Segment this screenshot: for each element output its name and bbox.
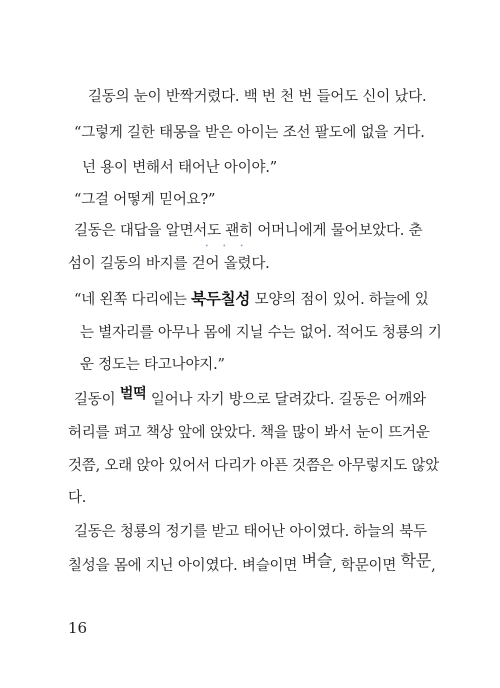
text-line-9: 운 정도는 타고나야지.” (80, 357, 225, 373)
emphasis-hakmun: 학문 (400, 551, 432, 570)
text-line-13: 다. (68, 490, 87, 506)
text-line-14: 길동은 청룡의 정기를 받고 태어난 아이였다. 하늘의 북두 (74, 524, 427, 540)
emphasis-byeoseul: 벼슬 (301, 551, 333, 570)
emphasis-beoltteok: 벌떡 (119, 386, 147, 402)
text-line-8: 는 별자리를 아무나 몸에 지닐 수는 없어. 적어도 청룡의 기 (80, 325, 442, 341)
text-line-15-before: 칠성을 몸에 지닌 아이였다. 벼슬이면 (68, 558, 302, 574)
text-line-7 (0, 289, 500, 310)
text-line-11: 허리를 펴고 책상 앞에 앉았다. 책을 많이 봐서 눈이 뜨거운 (68, 425, 430, 441)
text-line-7-after: 모양의 점이 있어. 하늘에 있 (250, 292, 429, 308)
text-line-3: 넌 용이 변해서 태어난 아이야.” (82, 160, 277, 176)
text-line-15-middle: , 학문이면 (332, 558, 401, 574)
text-line-5: 길동은 대답을 알면서도 괜히 어머니에게 물어보았다. 춘 (74, 223, 423, 239)
decorative-dots-icon: • • • (205, 243, 250, 250)
text-line-10 (0, 386, 500, 410)
text-line-12: 것쯤, 오래 앉아 있어서 다리가 아픈 것쯤은 아무렇지도 않았 (68, 458, 440, 474)
text-line-6: 섬이 길동의 바지를 걷어 올렸다. (68, 256, 270, 272)
text-line-2: “그렇게 길한 태몽을 받은 아이는 조선 팔도에 없을 거다. (74, 125, 425, 141)
text-line-15 (0, 551, 500, 576)
text-line-10-after: 일어나 자기 방으로 달려갔다. 길동은 어깨와 (146, 392, 426, 408)
text-line-4: “그걸 어떻게 믿어요?” (74, 192, 216, 208)
emphasis-bukdu: 북두칠성 (191, 290, 251, 308)
page-number: 16 (68, 619, 88, 637)
text-line-10-before: 길동이 (74, 392, 120, 408)
text-line-15-after: , (431, 558, 436, 574)
text-line-7-before: “네 왼쪽 다리에는 (74, 292, 192, 308)
text-line-1: 길동의 눈이 반짝거렸다. 백 번 천 번 들어도 신이 났다. (88, 89, 427, 105)
